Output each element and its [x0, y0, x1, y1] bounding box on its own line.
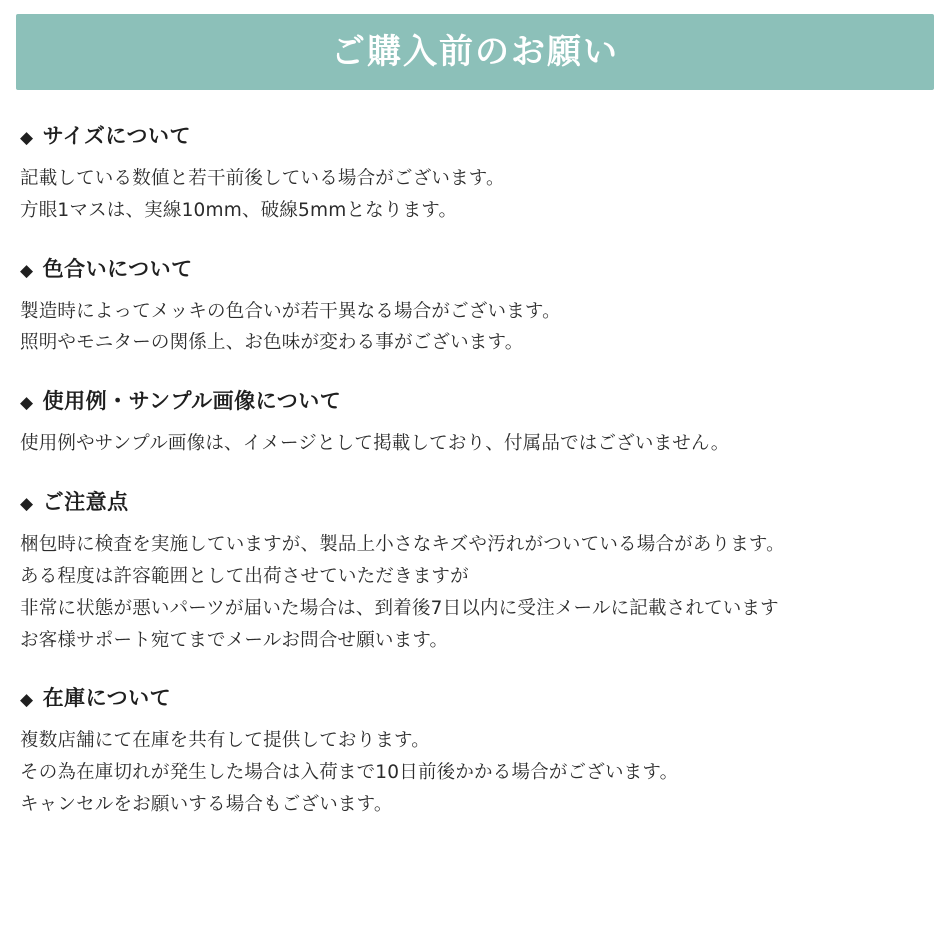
- diamond-icon: ◆: [20, 393, 34, 414]
- section-body: [20, 529, 930, 656]
- body-line: お客様サポート宛てまでメールお問合せ願います。: [20, 629, 449, 651]
- page-title: ご購入前のお願い: [331, 32, 619, 72]
- notice-section-color: [20, 253, 930, 360]
- body-line: 方眼1マスは、実線10mm、破線5mmとなります。: [20, 199, 458, 221]
- body-line: キャンセルをお願いする場合もございます。: [20, 793, 393, 815]
- notice-section-sample-image: [20, 385, 930, 460]
- body-line: 製造時によってメッキの色合いが若干異なる場合がございます。: [20, 300, 561, 322]
- body-line: 梱包時に検査を実施していますが、製品上小さなキズや汚れがついている場合があります。: [20, 534, 785, 556]
- notice-sections: [16, 120, 934, 821]
- diamond-icon: ◆: [20, 690, 34, 711]
- body-line: 非常に状態が悪いパーツが届いた場合は、到着後7日以内に受注メールに記載されています: [20, 597, 779, 619]
- section-heading: [20, 682, 930, 712]
- diamond-icon: ◆: [20, 128, 34, 148]
- diamond-icon: ◆: [20, 494, 34, 515]
- body-line: 使用例やサンプル画像は、イメージとして掲載しており、付属品ではございません。: [20, 433, 730, 455]
- page-banner: [16, 14, 934, 90]
- section-heading-label: サイズについて: [42, 124, 191, 148]
- section-body: [20, 296, 930, 360]
- notice-section-stock: [20, 682, 930, 820]
- section-heading: [20, 385, 930, 415]
- body-line: 複数店舗にて在庫を共有して提供しております。: [20, 730, 430, 752]
- section-heading-label: 使用例・サンプル画像について: [42, 389, 342, 414]
- section-heading: [20, 120, 930, 150]
- section-body: [20, 428, 930, 460]
- body-line: その為在庫切れが発生した場合は入荷まで10日前後かかる場合がございます。: [20, 762, 679, 784]
- section-heading: [20, 253, 930, 283]
- section-body: [20, 163, 930, 227]
- body-line: 記載している数値と若干前後している場合がございます。: [20, 168, 505, 189]
- body-line: 照明やモニターの関係上、お色味が変わる事がございます。: [20, 332, 524, 354]
- section-heading-label: 色合いについて: [42, 256, 193, 281]
- section-body: [20, 725, 930, 820]
- diamond-icon: ◆: [20, 260, 34, 281]
- notice-section-size: [20, 120, 930, 227]
- section-heading-label: ご注意点: [42, 490, 129, 515]
- notice-section-caution: [20, 486, 930, 656]
- body-line: ある程度は許容範囲として出荷させていただきますが: [20, 565, 469, 587]
- section-heading-label: 在庫について: [42, 686, 172, 711]
- section-heading: [20, 486, 930, 516]
